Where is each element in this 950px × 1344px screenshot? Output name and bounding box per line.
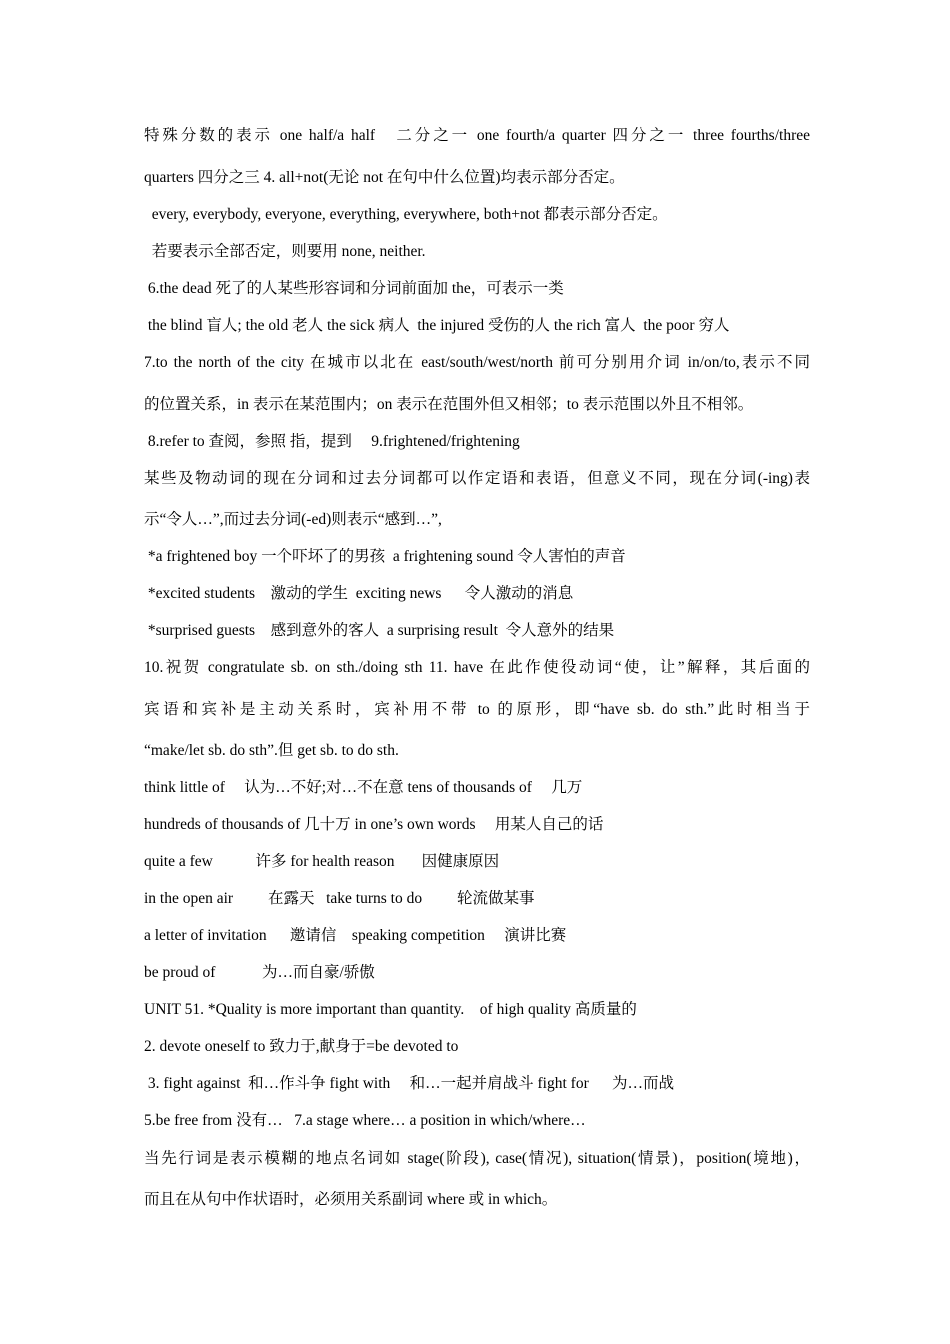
text-line: *excited students 激动的学生 exciting news 令人激动的消息 — [144, 585, 574, 602]
text-line: 的位置关系，in 表示在某范围内；on 表示在范围外但又相邻；to 表示范围以外且不相邻。 — [144, 396, 754, 413]
text-line: 而且在从句中作状语时，必须用关系副词 where 或 in which。 — [144, 1191, 558, 1208]
text-line: 3. fight against 和…作斗争 fight with 和…一起并肩战斗 fight for 为…而战 — [144, 1075, 674, 1092]
text-line: 当先行词是表示模糊的地点名词如 stage(阶段), case(情况), situation(情景)，position(境地)， — [144, 1150, 810, 1167]
text-line: *a frightened boy 一个吓坏了的男孩 a frightening sound 令人害怕的声音 — [144, 548, 626, 565]
text-line: *surprised guests 感到意外的客人 a surprising result 令人意外的结果 — [144, 622, 615, 639]
text-line: 6.the dead 死了的人某些形容词和分词前面加 the，可表示一类 — [144, 280, 564, 297]
text-line: 若要表示全部否定，则要用 none, neither. — [144, 243, 426, 260]
text-line: 2. devote oneself to 致力于,献身于=be devoted to — [144, 1038, 459, 1055]
text-line: the blind 盲人; the old 老人 the sick 病人 the injured 受伤的人 the rich 富人 the poor 穷人 — [144, 317, 730, 334]
text-line: 某些及物动词的现在分词和过去分词都可以作定语和表语，但意义不同，现在分词(-ing)表 — [144, 470, 810, 487]
text-line: 宾语和宾补是主动关系时，宾补用不带 to 的原形，即“have sb. do sth.”此时相当于 — [144, 701, 810, 718]
text-line: every, everybody, everyone, everything, everywhere, both+not 都表示部分否定。 — [144, 206, 668, 223]
text-line: 示“令人…”,而过去分词(-ed)则表示“感到…”, — [144, 511, 442, 528]
text-line: quite a few 许多 for health reason 因健康原因 — [144, 853, 500, 870]
text-line: 8.refer to 查阅，参照 指，提到 9.frightened/frightening — [144, 433, 520, 450]
text-line: be proud of 为…而自豪/骄傲 — [144, 964, 375, 981]
text-line: 7.to the north of the city 在城市以北在 east/south/west/north 前可分别用介词 in/on/to,表示不同 — [144, 354, 810, 371]
text-line: 10.祝贺 congratulate sb. on sth./doing sth 11. have 在此作使役动词“使，让”解释，其后面的 — [144, 659, 810, 676]
text-line: “make/let sb. do sth”.但 get sb. to do sth. — [144, 742, 399, 759]
text-line: in the open air 在露天 take turns to do 轮流做某事 — [144, 890, 535, 907]
text-line: quarters 四分之三 4. all+not(无论 not 在句中什么位置)均表示部分否定。 — [144, 169, 625, 186]
text-line: think little of 认为…不好;对…不在意 tens of thousands of 几万 — [144, 779, 583, 796]
text-line: a letter of invitation 邀请信 speaking competition 演讲比赛 — [144, 927, 567, 944]
text-line: 5.be free from 没有… 7.a stage where… a position in which/where… — [144, 1112, 586, 1129]
text-line: hundreds of thousands of 几十万 in one’s own words 用某人自己的话 — [144, 816, 604, 833]
text-line: UNIT 51. *Quality is more important than quantity. of high quality 高质量的 — [144, 1001, 637, 1018]
text-line: 特殊分数的表示 one half/a half 二分之一 one fourth/a quarter 四分之一 three fourths/three — [144, 127, 810, 144]
